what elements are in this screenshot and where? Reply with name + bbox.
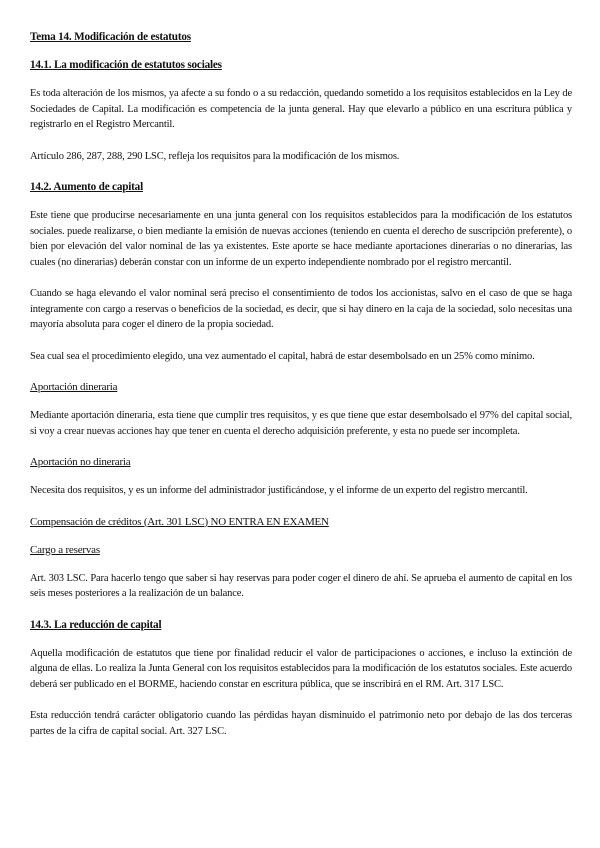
- paragraph: Artículo 286, 287, 288, 290 LSC, refleja los requisitos para la modificación de los mismos.: [30, 150, 400, 162]
- paragraph: Mediante aportación dineraria, esta tiene que cumplir tres requisitos, y es que tiene que estar desembolsado el 97% del capital social, si voy a crear nuevas acciones hay que tener en cuenta el derecho adquisición preferente, y esta no puede ser incompleta.: [30, 410, 572, 437]
- subheading-aportacion-dineraria: Aportación dineraria: [30, 381, 118, 393]
- document-title: Tema 14. Modificación de estatutos: [30, 31, 191, 43]
- paragraph: Art. 303 LSC. Para hacerlo tengo que saber si hay reservas para poder coger el dinero de ahí. Se aprueba el aumento de capital en los seis meses posteriores a la realización de un balance.: [30, 572, 572, 599]
- page-content: [30, 30, 572, 739]
- section-heading-14-2: 14.2. Aumento de capital: [30, 181, 143, 193]
- paragraph: Es toda alteración de los mismos, ya afecte a su fondo o a su redacción, quedando sometido a los requisitos establecidos en la Ley de Sociedades de Capital. La modificación es competencia de la junta general. Hay que elevarlo a público en una escritura pública y registrarlo en el Registro Mercantil.: [30, 88, 572, 130]
- section-heading-14-1: 14.1. La modificación de estatutos sociales: [30, 59, 222, 71]
- section-heading-14-3: 14.3. La reducción de capital: [30, 618, 162, 631]
- paragraph: Esta reducción tendrá carácter obligatorio cuando las pérdidas hayan disminuido el patrimonio neto por debajo de las dos terceras partes de la cifra de capital social. Art. 327 LSC.: [30, 710, 572, 737]
- paragraph: Aquella modificación de estatutos que tiene por finalidad reducir el valor de participaciones o acciones, e incluso la extinción de alguna de ellas. Lo realiza la Junta General con los requisitos establecidos para la modificación de los estatutos sociales. Este acuerdo deberá ser publicado en el BORME, haciendo constar en escritura pública, que se inscribirá en el RM. Art. 317 LSC.: [30, 647, 572, 690]
- paragraph: Este tiene que producirse necesariamente en una junta general con los requisitos establecidos para la modificación de los estatutos sociales. puede realizarse, o bien mediante la emisión de nuevas acciones (teniendo en cuenta el derecho de suscripción preferente), o bien por elevación del valor nominal de las ya existentes. Este aporte se hace mediante aportaciones dinerarias o no dinerarias, las cuales (no dinerarias) deberán constar con un informe de un experto independiente nombrado por el registro mercantil.: [30, 210, 572, 268]
- subheading-compensacion-creditos: Compensación de créditos (Art. 301 LSC) NO ENTRA EN EXAMEN: [30, 515, 329, 528]
- subheading-cargo-reservas: Cargo a reservas: [30, 543, 100, 556]
- paragraph: Cuando se haga elevando el valor nominal será preciso el consentimiento de todos los accionistas, salvo en el caso de que se haga íntegramente con cargo a reservas o beneficios de la sociedad, es decir, que si hay dinero en la caja de la sociedad, solo necesitas una mayoría absoluta para coger el dinero de la propia sociedad.: [30, 288, 572, 330]
- paragraph: Necesita dos requisitos, y es un informe del administrador justificándose, y el informe de un experto del registro mercantil.: [30, 485, 528, 496]
- subheading-aportacion-no-dineraria: Aportación no dineraria: [30, 456, 131, 468]
- paragraph: Sea cual sea el procedimiento elegido, una vez aumentado el capital, habrá de estar desembolsado en un 25% como mínimo.: [30, 350, 535, 362]
